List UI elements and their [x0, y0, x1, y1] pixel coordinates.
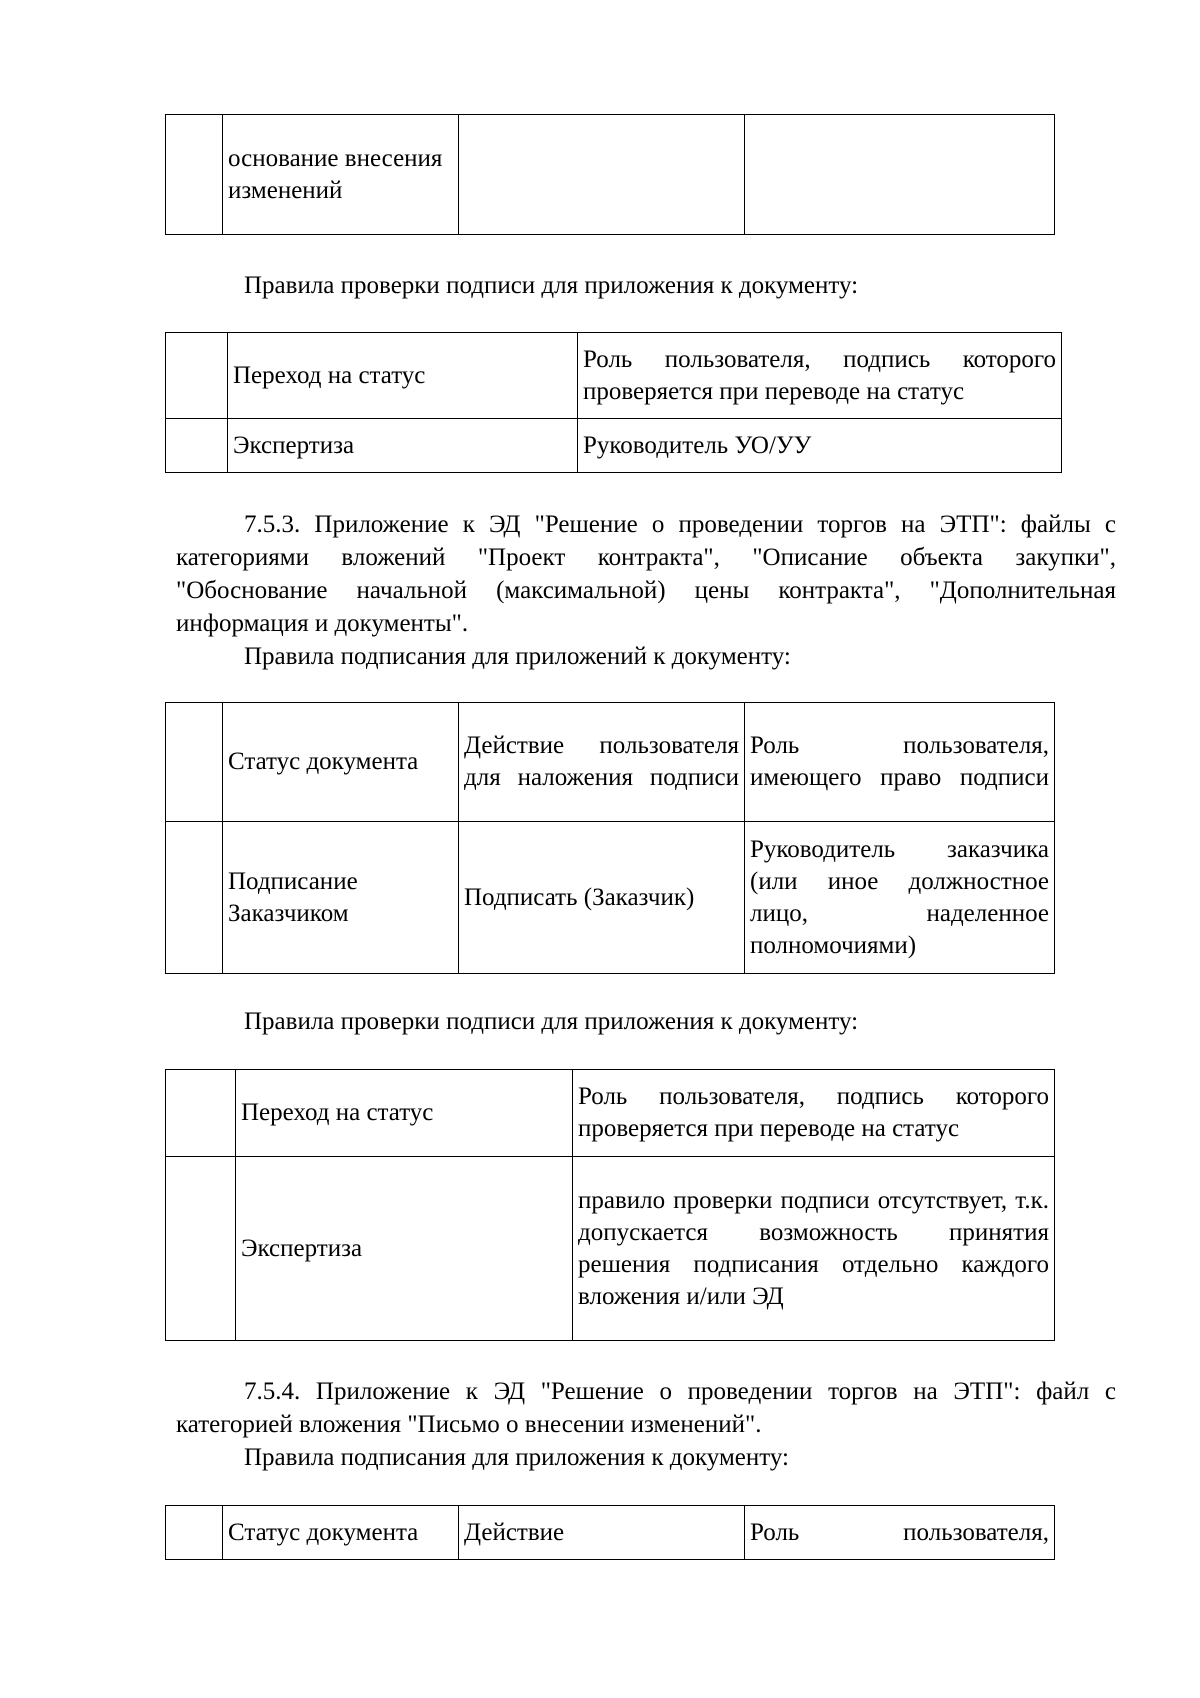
table-cell: Подписать (Заказчик) [459, 822, 745, 974]
paragraph-rules-check: Правила проверки подписи для приложения к документу: [244, 1008, 859, 1035]
table-header-row [166, 703, 1055, 822]
table-cell-num [166, 1157, 236, 1341]
table-header-cell: Переход на статус [236, 1070, 573, 1157]
table-cell: Руководитель заказчика (или иное должностное лицо, наделенное полномочиями) [745, 822, 1055, 974]
paragraph-rules-sign: Правила подписания для приложений к документу: [244, 643, 791, 670]
table-cell: основание внесения изменений [223, 115, 459, 235]
table-row [166, 822, 1055, 974]
table-cell: Экспертиза [236, 1157, 573, 1341]
table-cell-num [166, 1506, 223, 1560]
table-cell-num [166, 1070, 236, 1157]
table-row [166, 1157, 1055, 1341]
paragraph-section-7-5-4: 7.5.4. Приложение к ЭД "Решение о проведении торгов на ЭТП": файл с категорией вложения "Письмо о внесении изменений". [176, 1378, 1116, 1438]
table-signature-check-1 [165, 332, 1062, 473]
table-header-cell: Роль пользователя, имеющего право подписи [745, 703, 1055, 822]
table-cell-num [166, 115, 223, 235]
table-cell [745, 115, 1055, 235]
table-header-row [166, 333, 1062, 419]
table-cell: Руководитель УО/УУ [578, 419, 1062, 473]
table-header-cell: Роль пользователя, подпись которого проверяется при переводе на статус [573, 1070, 1055, 1157]
table-cell-num [166, 822, 223, 974]
table-header-cell: Статус документа [223, 703, 459, 822]
table-header-cell: Статус документа [223, 1506, 459, 1560]
table-change-basis-continuation [165, 114, 1055, 235]
table-cell: правило проверки подписи отсутствует, т.к. допускается возможность принятия решения подписания отдельно каждого вложения и/или ЭД [573, 1157, 1055, 1341]
table-header-cell: Роль пользователя, [745, 1506, 1055, 1560]
table-cell-num [166, 419, 228, 473]
table-cell: Экспертиза [228, 419, 578, 473]
table-signing-rules-2 [165, 1505, 1055, 1560]
table-cell: Подписание Заказчиком [223, 822, 459, 974]
table-header-row [166, 1506, 1055, 1560]
table-signing-rules-1 [165, 702, 1055, 974]
table-row [166, 419, 1062, 473]
table-signature-check-2 [165, 1069, 1055, 1341]
paragraph-rules-check: Правила проверки подписи для приложения к документу: [244, 272, 859, 299]
table-header-cell: Действие [459, 1506, 745, 1560]
table-header-cell: Действие пользователя для наложения подписи [459, 703, 745, 822]
table-cell-num [166, 333, 228, 419]
table-header-row [166, 1070, 1055, 1157]
paragraph-rules-sign: Правила подписания для приложения к документу: [244, 1444, 789, 1471]
table-cell-num [166, 703, 223, 822]
table-cell [459, 115, 745, 235]
table-header-cell: Переход на статус [228, 333, 578, 419]
paragraph-section-7-5-3: 7.5.3. Приложение к ЭД "Решение о проведении торгов на ЭТП": файлы с категориями вложений "Проект контракта", "Описание объекта закупки", "Обоснование начальной (максимальной) цены контракта", "Дополнительная информация и документы". [176, 511, 1116, 637]
table-row [166, 115, 1055, 235]
table-header-cell: Роль пользователя, подпись которого проверяется при переводе на статус [578, 333, 1062, 419]
